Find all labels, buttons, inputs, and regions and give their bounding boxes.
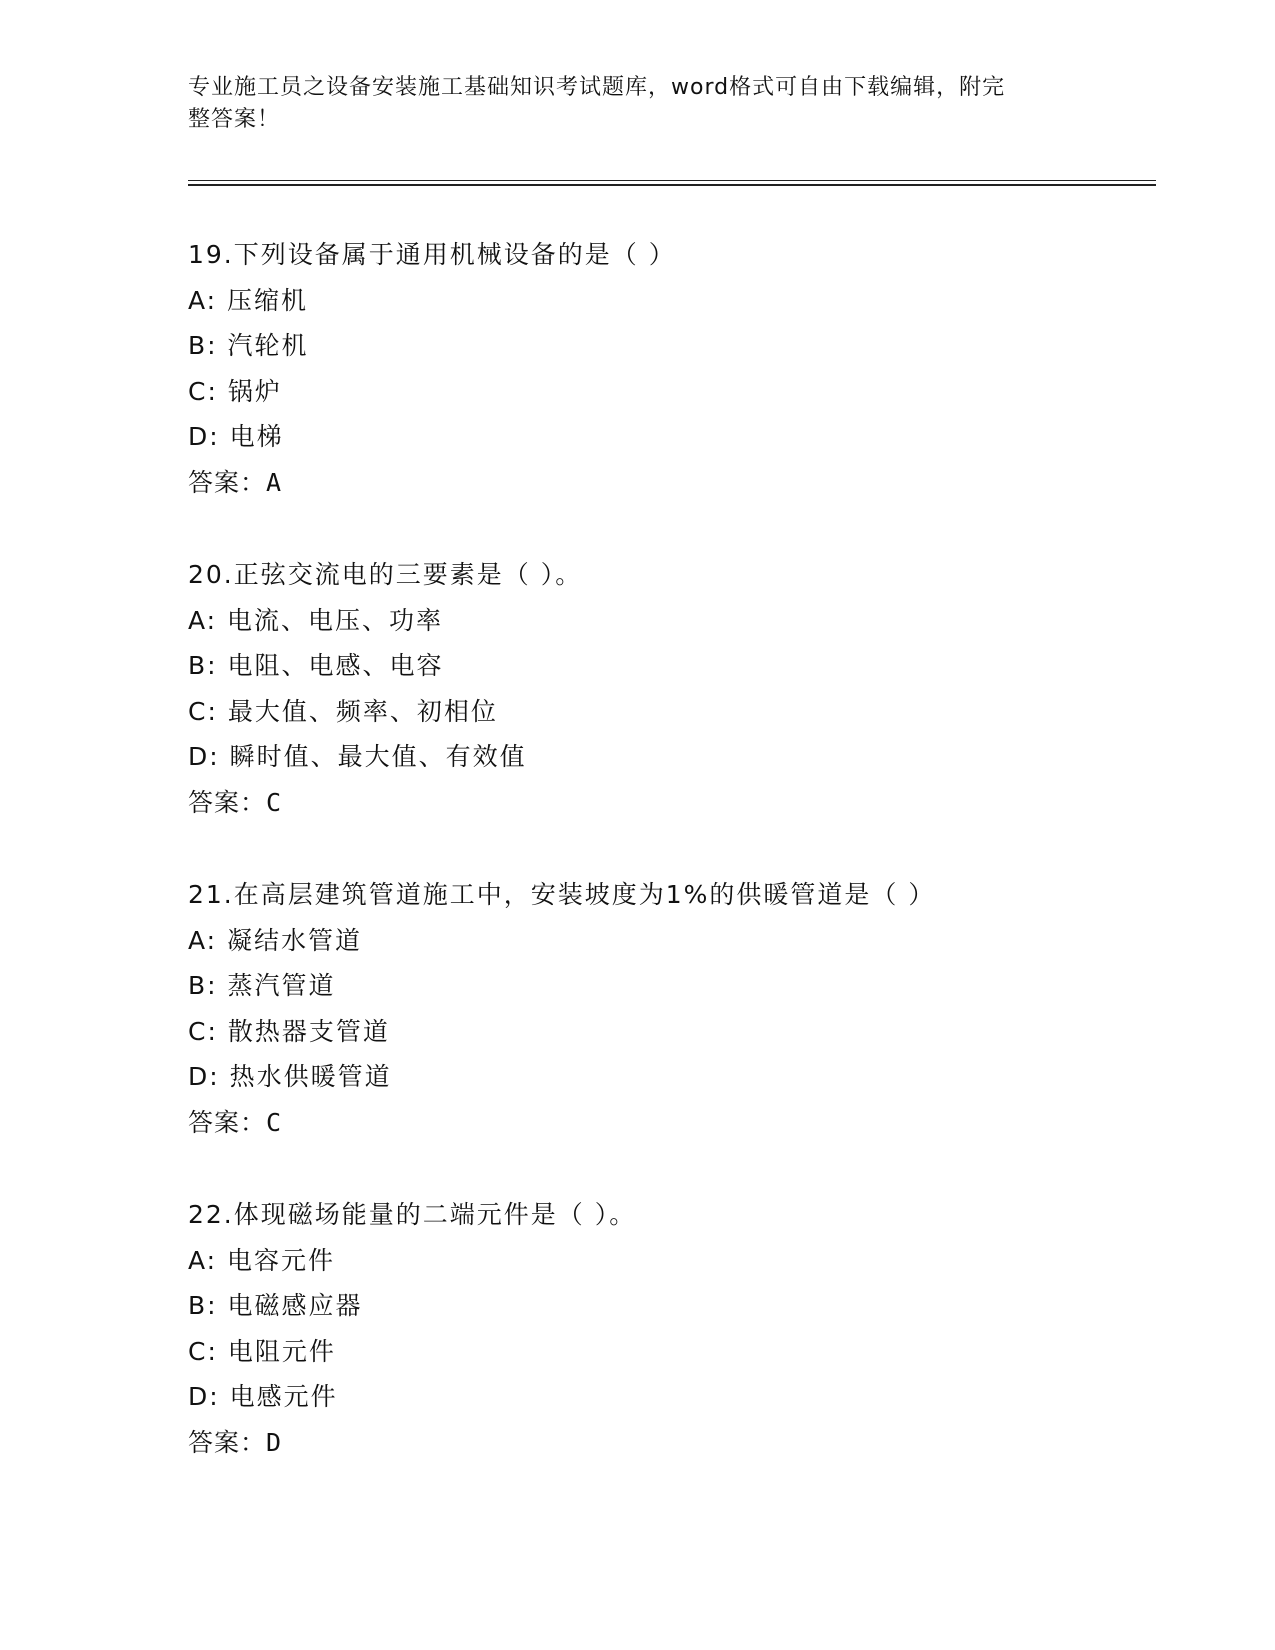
- question-21: [188, 872, 1148, 1192]
- question-20: [188, 552, 1148, 872]
- option-c: C: 散热器支管道: [188, 1016, 390, 1046]
- option-a: A: 凝结水管道: [188, 925, 363, 955]
- option-d: D: 电梯: [188, 422, 284, 452]
- option-b: B: 蒸汽管道: [188, 971, 336, 1001]
- answer-line: 答案：D: [188, 1427, 283, 1457]
- question-19: [188, 232, 1148, 552]
- option-d: D: 瞬时值、最大值、有效值: [188, 742, 527, 772]
- option-b: B: 电阻、电感、电容: [188, 651, 444, 681]
- option-d: D: 电感元件: [188, 1382, 338, 1412]
- option-c: C: 最大值、频率、初相位: [188, 696, 498, 726]
- document-header: [188, 72, 1088, 136]
- option-c: C: 锅炉: [188, 376, 282, 406]
- question-list: [188, 232, 1148, 1512]
- header-line-2: 整答案！: [188, 107, 281, 132]
- answer-line: 答案：A: [188, 467, 283, 497]
- question-stem: 21.在高层建筑管道施工中，安装坡度为1%的供暖管道是（ ）: [188, 880, 936, 909]
- header-divider-thin: [188, 180, 1156, 181]
- answer-line: 答案：C: [188, 1107, 283, 1137]
- option-b: B: 汽轮机: [188, 331, 309, 361]
- option-a: A: 电流、电压、功率: [188, 605, 444, 635]
- option-d: D: 热水供暖管道: [188, 1062, 392, 1092]
- answer-line: 答案：C: [188, 787, 283, 817]
- option-a: A: 压缩机: [188, 285, 309, 315]
- question-22: [188, 1192, 1148, 1512]
- question-stem: 22.体现磁场能量的二端元件是（ ）。: [188, 1200, 637, 1229]
- question-stem: 19.下列设备属于通用机械设备的是（ ）: [188, 240, 676, 269]
- option-a: A: 电容元件: [188, 1245, 336, 1275]
- option-c: C: 电阻元件: [188, 1336, 336, 1366]
- header-divider-thick: [188, 184, 1156, 186]
- option-b: B: 电磁感应器: [188, 1291, 363, 1321]
- question-stem: 20.正弦交流电的三要素是（ ）。: [188, 560, 583, 589]
- header-line-1: 专业施工员之设备安装施工基础知识考试题库，word格式可自由下载编辑，附完: [188, 75, 1006, 100]
